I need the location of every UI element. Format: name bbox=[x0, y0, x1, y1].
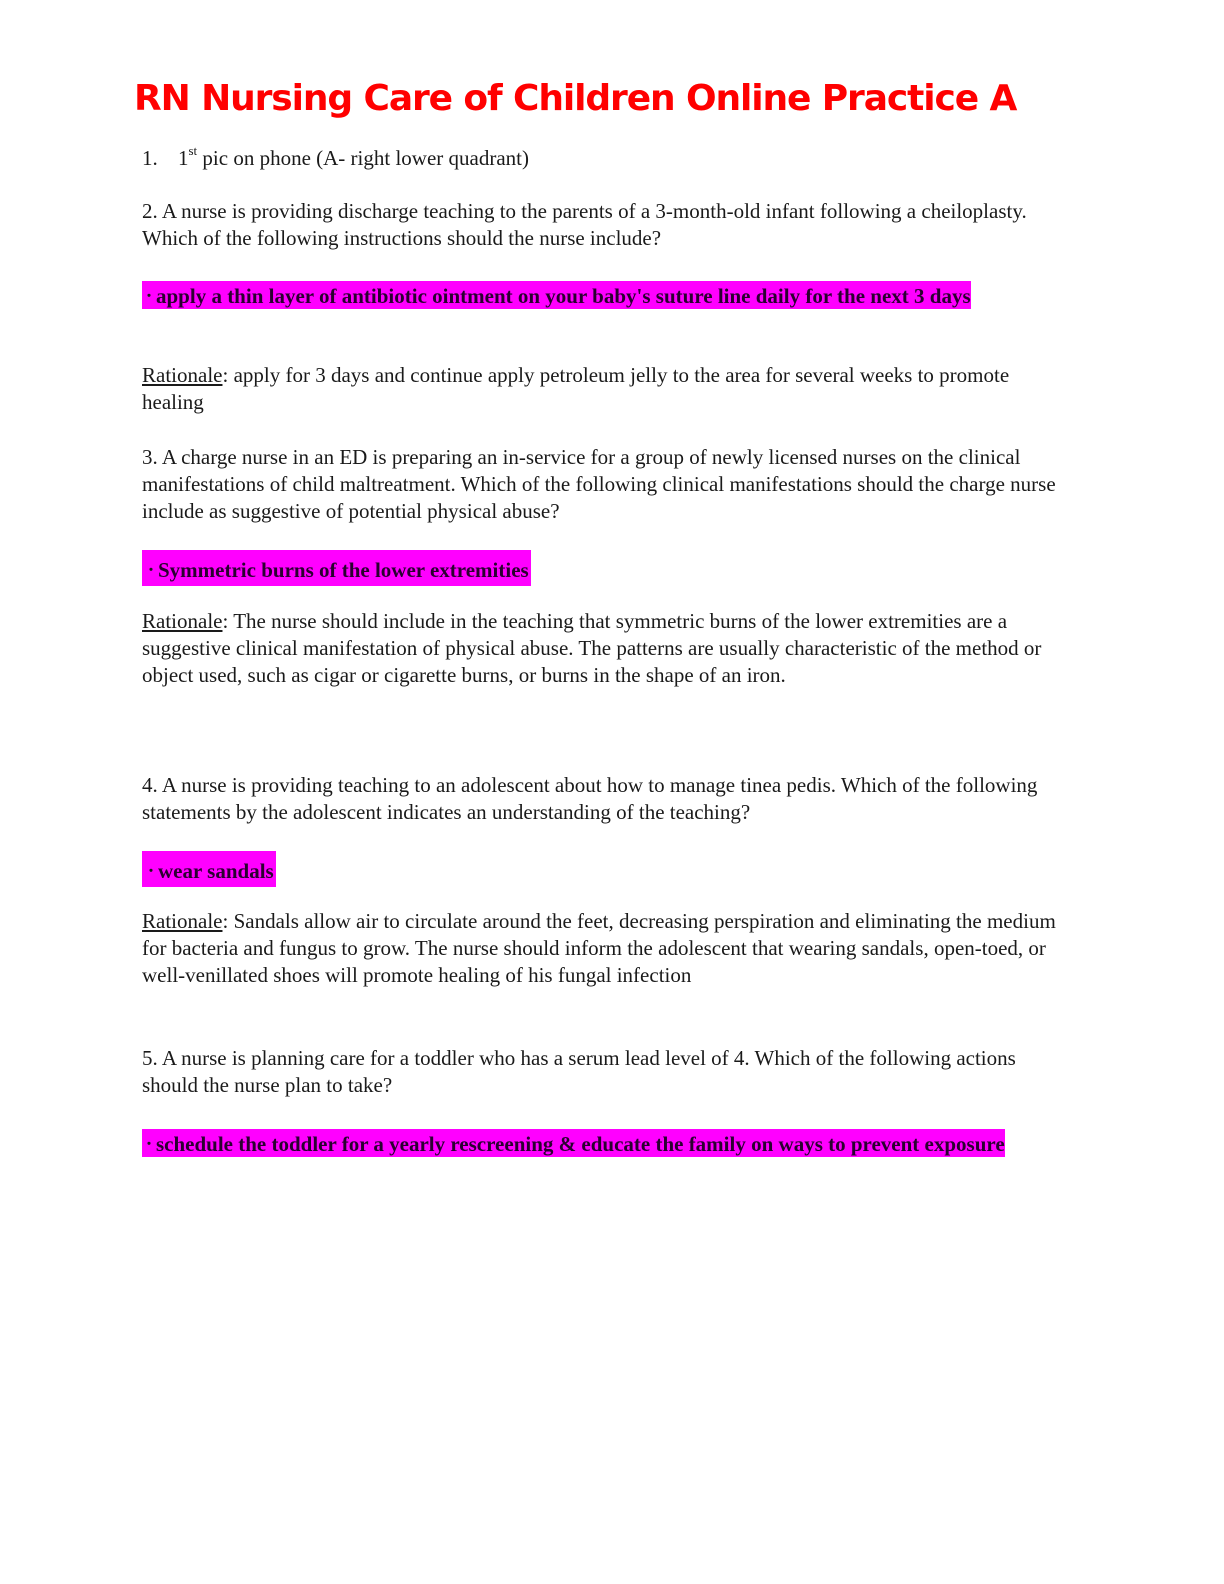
question-2-rationale bbox=[142, 362, 1072, 416]
question-4-rationale-text: : Sandals allow air to circulate around the feet, decreasing perspiration and eliminating the medium for bacteria and fungus to grow. The nurse should inform the adolescent that wearing sandals, open-toed, or well-venillated shoes will promote healing of his fungal infection bbox=[142, 909, 1056, 987]
question-2-rationale-text: : apply for 3 days and continue apply petroleum jelly to the area for several weeks to promote healing bbox=[142, 363, 1010, 414]
bullet-icon: ・ bbox=[144, 563, 158, 579]
answer-highlight bbox=[142, 550, 531, 586]
bullet-icon: ・ bbox=[144, 864, 158, 880]
question-1-text: pic on phone (A- right lower quadrant) bbox=[197, 146, 529, 170]
rationale-label: Rationale bbox=[142, 363, 223, 387]
question-1-superscript: st bbox=[188, 143, 198, 158]
question-1-number: 1. bbox=[142, 146, 158, 170]
question-3-answer bbox=[142, 558, 1042, 583]
question-3-rationale-text: : The nurse should include in the teaching that symmetric burns of the lower extremities are a suggestive clinical manifestation of physical abuse. The patterns are usually characteristic of the method or object used, such as cigar or cigarette burns, or burns in the shape of an iron. bbox=[142, 609, 1042, 687]
question-1 bbox=[142, 145, 529, 172]
question-3-answer-text: Symmetric burns of the lower extremities bbox=[158, 558, 529, 582]
answer-highlight bbox=[142, 1129, 1005, 1157]
rationale-label: Rationale bbox=[142, 609, 223, 633]
question-3-rationale bbox=[142, 608, 1072, 689]
question-4-text: 4. A nurse is providing teaching to an adolescent about how to manage tinea pedis. Which of the following statements by the adolescent indicates an understanding of the teaching? bbox=[142, 773, 1038, 824]
question-3-text: 3. A charge nurse in an ED is preparing an in-service for a group of newly licensed nurses on the clinical manifestations of child maltreatment. Which of the following clinical manifestations should the charge nurse include as suggestive of potential physical abuse? bbox=[142, 445, 1056, 523]
question-2-answer bbox=[142, 284, 1042, 309]
question-5-text: 5. A nurse is planning care for a toddler who has a serum lead level of 4. Which of the following actions should the nurse plan to take? bbox=[142, 1046, 1016, 1097]
answer-highlight bbox=[142, 851, 276, 887]
question-5-answer-text: schedule the toddler for a yearly rescreening & educate the family on ways to prevent exposure bbox=[156, 1132, 1005, 1156]
question-2-answer-text: apply a thin layer of antibiotic ointment on your baby's suture line daily for the next 3 days bbox=[156, 284, 971, 308]
question-4-answer-text: wear sandals bbox=[158, 859, 274, 883]
document-title: RN Nursing Care of Children Online Practice A bbox=[134, 78, 1017, 119]
question-4-answer bbox=[142, 859, 1042, 884]
bullet-icon: ・ bbox=[142, 1137, 156, 1153]
bullet-icon: ・ bbox=[142, 289, 156, 305]
rationale-label: Rationale bbox=[142, 909, 223, 933]
answer-highlight bbox=[142, 281, 971, 309]
question-5-answer bbox=[142, 1132, 1042, 1157]
question-1-ordinal: 1 bbox=[178, 146, 189, 170]
question-2-text: 2. A nurse is providing discharge teaching to the parents of a 3-month-old infant following a cheiloplasty. Which of the following instructions should the nurse include? bbox=[142, 199, 1027, 250]
question-4-rationale bbox=[142, 908, 1072, 989]
